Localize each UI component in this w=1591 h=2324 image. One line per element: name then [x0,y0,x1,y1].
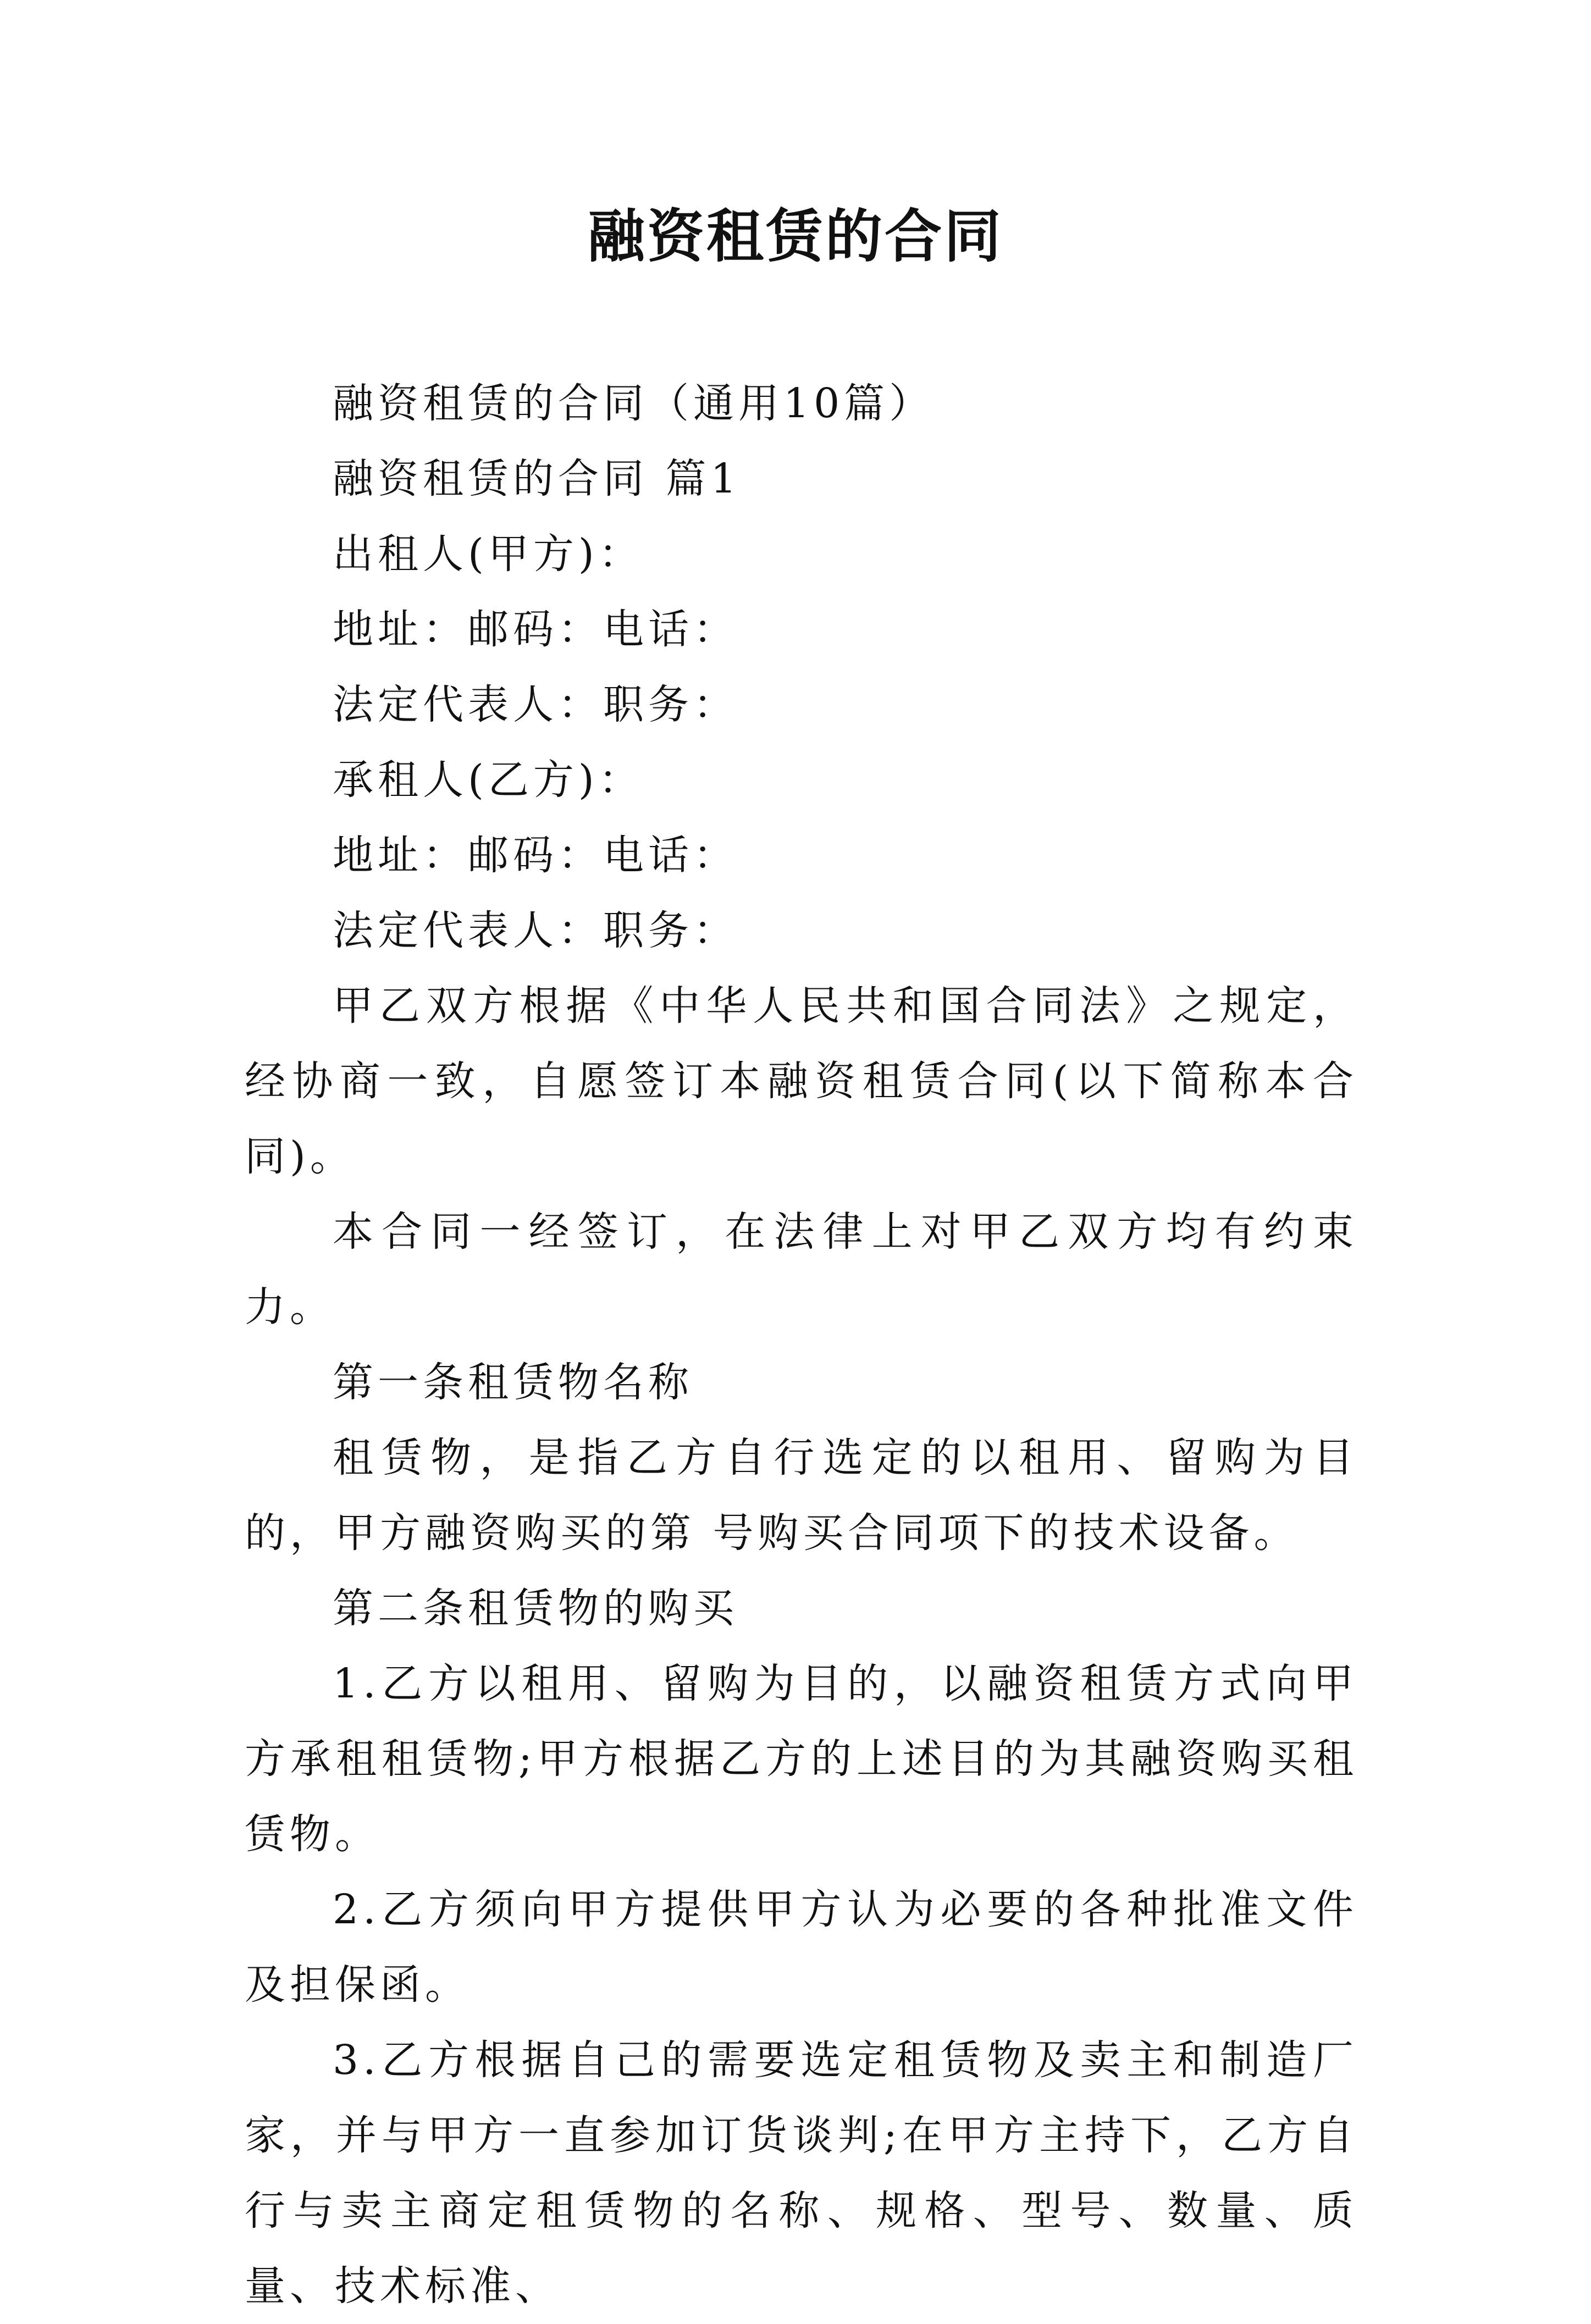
paragraph-article-1-body: 租赁物，是指乙方自行选定的以租用、留购为目的，甲方融资购买的第 号购买合同项下的技术设备。 [245,1434,1358,1557]
paragraph-lessee-representative: 法定代表人：职务： [333,907,738,954]
paragraph-article-1-title: 第一条租赁物名称 [333,1359,693,1406]
paragraph-item-2: 2.乙方须向甲方提供甲方认为必要的各种批准文件及担保函。 [245,1886,1358,2008]
document-title: 融资租赁的合同 [587,202,1003,270]
paragraph-lessor-representative: 法定代表人：职务： [333,681,738,728]
paragraph-lessor: 出租人(甲方)： [333,530,644,578]
paragraph-binding-effect: 本合同一经签订，在法律上对甲乙双方均有约束力。 [245,1208,1358,1331]
paragraph-lessor-address: 地址：邮码：电话： [333,606,738,653]
paragraph-item-3: 3.乙方根据自己的需要选定租赁物及卖主和制造厂家，并与甲方一直参加订货谈判;在甲方主持下，乙方自行与卖主商定租赁物的名称、规格、型号、数量、质量、技术标准、 [245,2037,1358,2310]
paragraph-lessee-address: 地址：邮码：电话： [333,832,738,879]
paragraph-section-heading: 融资租赁的合同 篇1 [333,455,741,502]
paragraph-lessee: 承租人(乙方)： [333,756,644,804]
paragraph-article-2-title: 第二条租赁物的购买 [333,1585,738,1632]
paragraph-subtitle: 融资租赁的合同（通用10篇） [333,380,935,427]
paragraph-agreement-basis: 甲乙双方根据《中华人民共和国合同法》之规定，经协商一致，自愿签订本融资租赁合同(以下简称本合同)。 [245,982,1358,1180]
document-body [245,366,1358,2324]
paragraph-item-1: 1.乙方以租用、留购为目的，以融资租赁方式向甲方承租租赁物;甲方根据乙方的上述目的为其融资购买租赁物。 [245,1660,1358,1858]
